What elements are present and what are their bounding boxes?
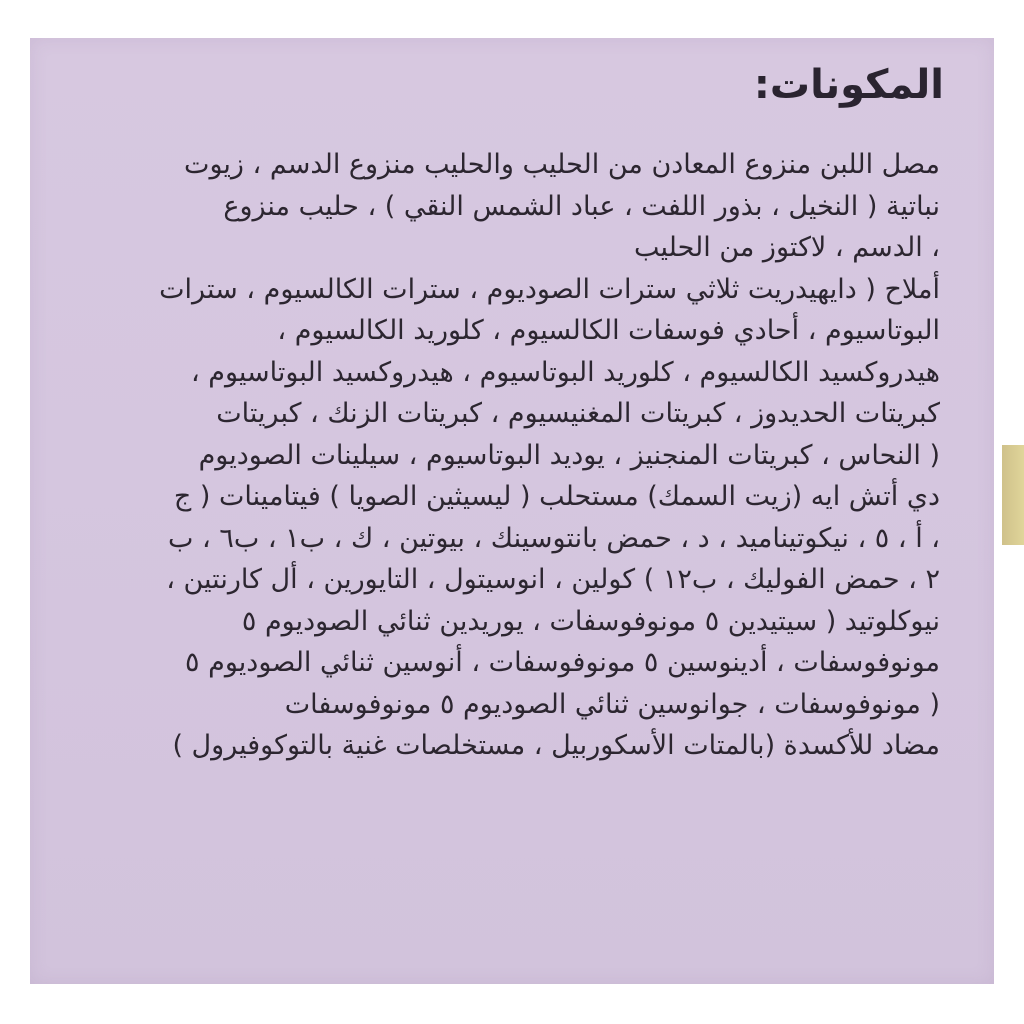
ingredient-line: مصل اللبن منزوع المعادن من الحليب والحليب منزوع الدسم ، زيوت — [184, 149, 940, 180]
ingredient-line: دي أتش ايه (زيت السمك) مستحلب ( ليسيثين الصويا ) فيتامينات ( ج — [173, 481, 940, 512]
ingredient-line: مونوفوسفات ، أدينوسين ٥ مونوفوسفات ، أنوسين ثنائي الصوديوم ٥ — [185, 647, 940, 678]
ingredient-line: ( النحاس ، كبريتات المنجنيز ، يوديد البوتاسيوم ، سيلينات الصوديوم — [198, 439, 940, 471]
ingredients-heading: المكونات: — [753, 62, 944, 108]
yellow-edge — [1002, 445, 1024, 545]
ingredient-line: هيدروكسيد الكالسيوم ، كلوريد البوتاسيوم ، هيدروكسيد البوتاسيوم ، — [190, 356, 940, 388]
ingredient-line: البوتاسيوم ، أحادي فوسفات الكالسيوم ، كلوريد الكالسيوم ، — [277, 315, 940, 346]
ingredients-list — [100, 144, 940, 767]
ingredient-line: ( مونوفوسفات ، جوانوسين ثنائي الصوديوم ٥ مونوفوسفات — [284, 688, 940, 720]
ingredient-line: كبريتات الحديدوز ، كبريتات المغنيسيوم ، كبريتات الزنك ، كبريتات — [216, 398, 940, 429]
ingredient-line: ، الدسم ، لاكتوز من الحليب — [634, 232, 940, 263]
ingredient-line: نباتية ( النخيل ، بذور اللفت ، عباد الشمس النقي ) ، حليب منزوع — [223, 190, 940, 222]
ingredient-line: نيوكلوتيد ( سيتيدين ٥ مونوفوسفات ، يوريدين ثنائي الصوديوم ٥ — [241, 605, 940, 637]
ingredient-line: مضاد للأكسدة (بالمتات الأسكوربيل ، مستخلصات غنية بالتوكوفيرول ) — [172, 730, 940, 761]
ingredient-line: أملاح ( دايهيدريت ثلاثي سترات الصوديوم ، سترات الكالسيوم ، سترات — [159, 273, 940, 305]
ingredient-line: ٢ ، حمض الفوليك ، ب١٢ ) كولين ، انوسيتول ، التايورين ، أل كارنتين ، — [166, 564, 940, 595]
ingredient-line: ، أ ، ٥ ، نيكوتيناميد ، د ، حمض بانتوسينك ، بيوتين ، ك ، ب١ ، ب٦ ، ب — [168, 522, 940, 554]
